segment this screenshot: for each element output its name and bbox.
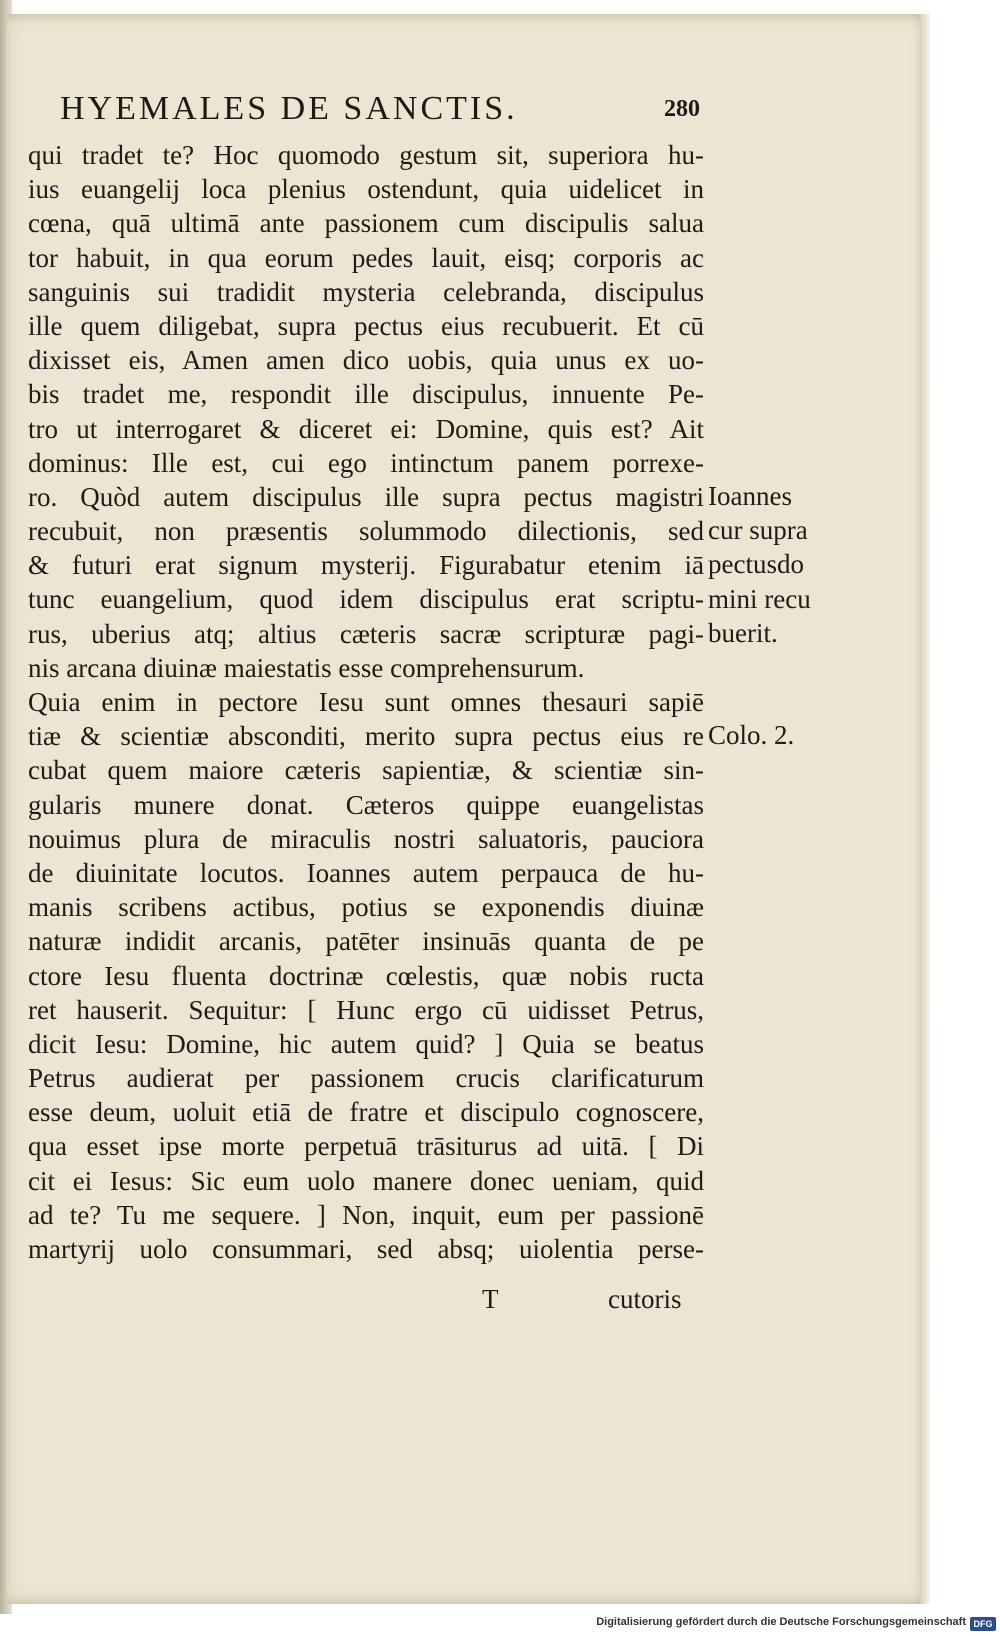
dfg-logo: DFG	[970, 1617, 996, 1631]
text-line: tiæ & scientiæ absconditi, merito supra pectus eius re	[28, 721, 704, 752]
text-line: dominus: Ille est, cui ego intinctum panem porrexe-	[28, 447, 704, 478]
text-line: tunc euangelium, quod idem discipulus erat scriptu-	[28, 584, 704, 615]
catchword: cutoris	[608, 1284, 682, 1314]
text-line: ret hauserit. Sequitur: [ Hunc ergo cū uidisset Petrus,	[28, 994, 704, 1025]
text-line: bis tradet me, respondit ille discipulus, innuente Pe-	[28, 379, 704, 410]
folio-number: 280	[664, 96, 700, 122]
text-line: Quia enim in pectore Iesu sunt omnes thesauri sapiē	[28, 687, 704, 717]
text-line: sanguinis sui tradidit mysteria celebranda, discipulus	[28, 276, 704, 307]
text-line: esse deum, uoluit etiā de fratre et discipulo cognoscere,	[28, 1097, 704, 1128]
text-line: rus, uberius atq; altius cæteris sacræ scripturæ pagi-	[28, 618, 704, 649]
margin-note-line: pectusdo	[708, 549, 804, 580]
text-line: recubuit, non præsentis solummodo dilectionis, sed	[28, 516, 704, 547]
text-line: ille quem diligebat, supra pectus eius recubuerit. Et cū	[28, 310, 704, 341]
text-line: qua esset ipse morte perpetuā trāsiturus ad uitā. [ Di	[28, 1131, 704, 1162]
text-line: ad te? Tu me sequere. ] Non, inquit, eum per passionē	[28, 1199, 704, 1230]
signature-mark: T	[482, 1284, 499, 1314]
text-line: & futuri erat signum mysterij. Figurabatur etenim iā	[28, 550, 704, 581]
text-line: naturæ indidit arcanis, patēter insinuās quanta de pe	[28, 926, 704, 957]
digitization-footer	[0, 1614, 1000, 1636]
text-line: de diuinitate locutos. Ioannes autem perpauca de hu-	[28, 857, 704, 888]
text-line: nouimus plura de miraculis nostri saluatoris, pauciora	[28, 823, 704, 854]
text-line: Petrus audierat per passionem crucis clarificaturum	[28, 1063, 704, 1094]
text-line: cœna, quā ultimā ante passionem cum discipulis salua	[28, 208, 704, 239]
margin-note-line: cur supra	[708, 515, 808, 546]
margin-note-ioannes	[708, 479, 828, 650]
text-line: gularis munere donat. Cæteros quippe euangelistas	[28, 789, 704, 820]
text-line: ius euangelij loca plenius ostendunt, quia uidelicet in	[28, 174, 704, 205]
text-line: dicit Iesu: Domine, hic autem quid? ] Quia se beatus	[28, 1028, 704, 1059]
text-line: dixisset eis, Amen amen dico uobis, quia unus ex uo-	[28, 345, 704, 376]
margin-note-line: Ioannes	[708, 481, 792, 511]
page-edge	[920, 14, 930, 1604]
body-text	[28, 138, 704, 1266]
text-line: qui tradet te? Hoc quomodo gestum sit, superiora hu-	[28, 140, 704, 170]
text-line: cit ei Iesus: Sic eum uolo manere donec ueniam, quid	[28, 1165, 704, 1196]
text-line: ctore Iesu fluenta doctrinæ cœlestis, quæ nobis ructa	[28, 960, 704, 991]
text-line: manis scribens actibus, potius se exponendis diuinæ	[28, 892, 704, 923]
funding-credit: Digitalisierung gefördert durch die Deutsche Forschungsgemeinschaft	[596, 1616, 966, 1628]
margin-note-line: buerit.	[708, 617, 778, 648]
running-title: HYEMALES DE SANCTIS.	[60, 90, 518, 127]
text-line: nis arcana diuinæ maiestatis esse comprehensurum.	[28, 652, 585, 683]
text-line: cubat quem maiore cæteris sapientiæ, & scientiæ sin-	[28, 755, 704, 786]
text-line: tro ut interrogaret & diceret ei: Domine, quis est? Ait	[28, 413, 704, 444]
text-line: martyrij uolo consummari, sed absq; uiolentia perse-	[28, 1234, 704, 1264]
text-line: tor habuit, in qua eorum pedes lauit, eisq; corporis ac	[28, 242, 704, 273]
text-line: ro. Quòd autem discipulus ille supra pectus magistri	[28, 481, 704, 512]
page-header	[60, 90, 700, 134]
margin-note-line: mini recu	[708, 583, 811, 614]
margin-note-colossians: Colo. 2.	[708, 720, 795, 750]
